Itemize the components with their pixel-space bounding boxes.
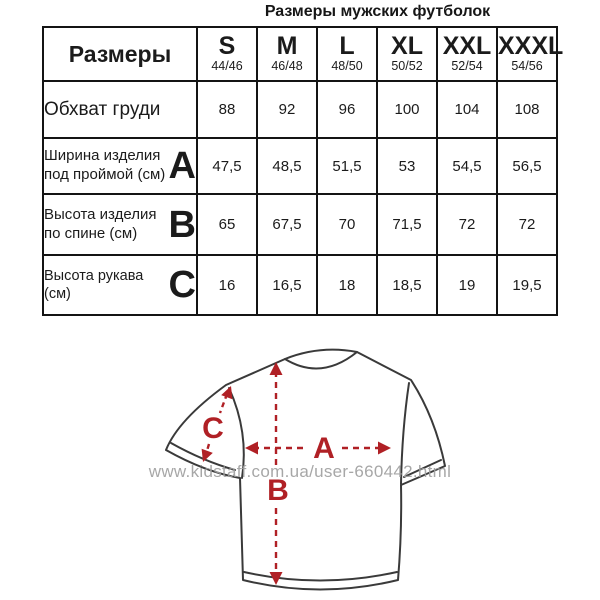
page-title: Размеры мужских футболок (264, 3, 491, 20)
column-header-l (317, 27, 377, 81)
row-letter-b: B (168, 203, 196, 246)
row-label-text: Обхват груди (44, 98, 161, 120)
watermark-url: www.kidstaff.com.ua/user-660442.html (148, 462, 452, 481)
value-cell: 18 (317, 255, 377, 315)
column-header-xl (377, 27, 437, 81)
value-cell: 67,5 (257, 194, 317, 255)
value-cell: 71,5 (377, 194, 437, 255)
column-header-xxxl (497, 27, 564, 81)
table-row-width-a (43, 138, 557, 194)
row-letter-a: A (168, 145, 196, 187)
value-cell: 72 (437, 194, 497, 255)
row-label-chest (43, 81, 197, 138)
value-cell: 53 (377, 138, 437, 194)
value-cell: 72 (497, 194, 557, 255)
table-row-chest (43, 81, 557, 138)
size-table (42, 26, 564, 316)
row-label-height (43, 194, 197, 255)
column-header-xxl (437, 27, 497, 81)
value-cell: 56,5 (497, 138, 557, 194)
row-label-text: Высота рукава (см) (44, 267, 144, 302)
arrow-label-c: C (202, 412, 224, 445)
value-cell: 19,5 (497, 255, 557, 315)
size-range: 54/56 (511, 59, 543, 74)
row-label-sleeve (43, 255, 197, 315)
table-corner-label: Размеры (43, 27, 197, 81)
size-name: M (276, 32, 298, 61)
row-label-text: Ширина изделия под проймой (см) (44, 147, 166, 183)
size-name: L (339, 32, 355, 61)
value-cell: 65 (197, 194, 257, 255)
value-cell: 92 (257, 81, 317, 138)
value-cell: 19 (437, 255, 497, 315)
value-cell: 51,5 (317, 138, 377, 194)
size-name: XXL (442, 32, 492, 61)
size-name: XXXL (498, 32, 564, 61)
size-range: 52/54 (451, 59, 483, 74)
value-cell: 47,5 (197, 138, 257, 194)
column-header-m (257, 27, 317, 81)
table-row-height-b (43, 194, 557, 255)
value-cell: 18,5 (377, 255, 437, 315)
value-cell: 16 (197, 255, 257, 315)
value-cell: 16,5 (257, 255, 317, 315)
size-range: 48/50 (331, 59, 363, 74)
value-cell: 54,5 (437, 138, 497, 194)
value-cell: 96 (317, 81, 377, 138)
size-range: 46/48 (271, 59, 303, 74)
column-header-s (197, 27, 257, 81)
arrow-label-a: A (313, 432, 335, 465)
value-cell: 88 (197, 81, 257, 138)
size-name: XL (391, 32, 423, 61)
row-letter-c: C (168, 264, 196, 306)
value-cell: 48,5 (257, 138, 317, 194)
value-cell: 70 (317, 194, 377, 255)
size-name: S (218, 32, 236, 61)
arrow-label-b: B (267, 474, 289, 507)
size-range: 50/52 (391, 59, 423, 74)
row-label-width (43, 138, 197, 194)
value-cell: 104 (437, 81, 497, 138)
size-range: 44/46 (211, 59, 243, 74)
header-row (43, 27, 557, 81)
table-row-sleeve-c (43, 255, 557, 315)
value-cell: 100 (377, 81, 437, 138)
row-label-text: Высота изделия по спине (см) (44, 205, 157, 242)
value-cell: 108 (497, 81, 557, 138)
